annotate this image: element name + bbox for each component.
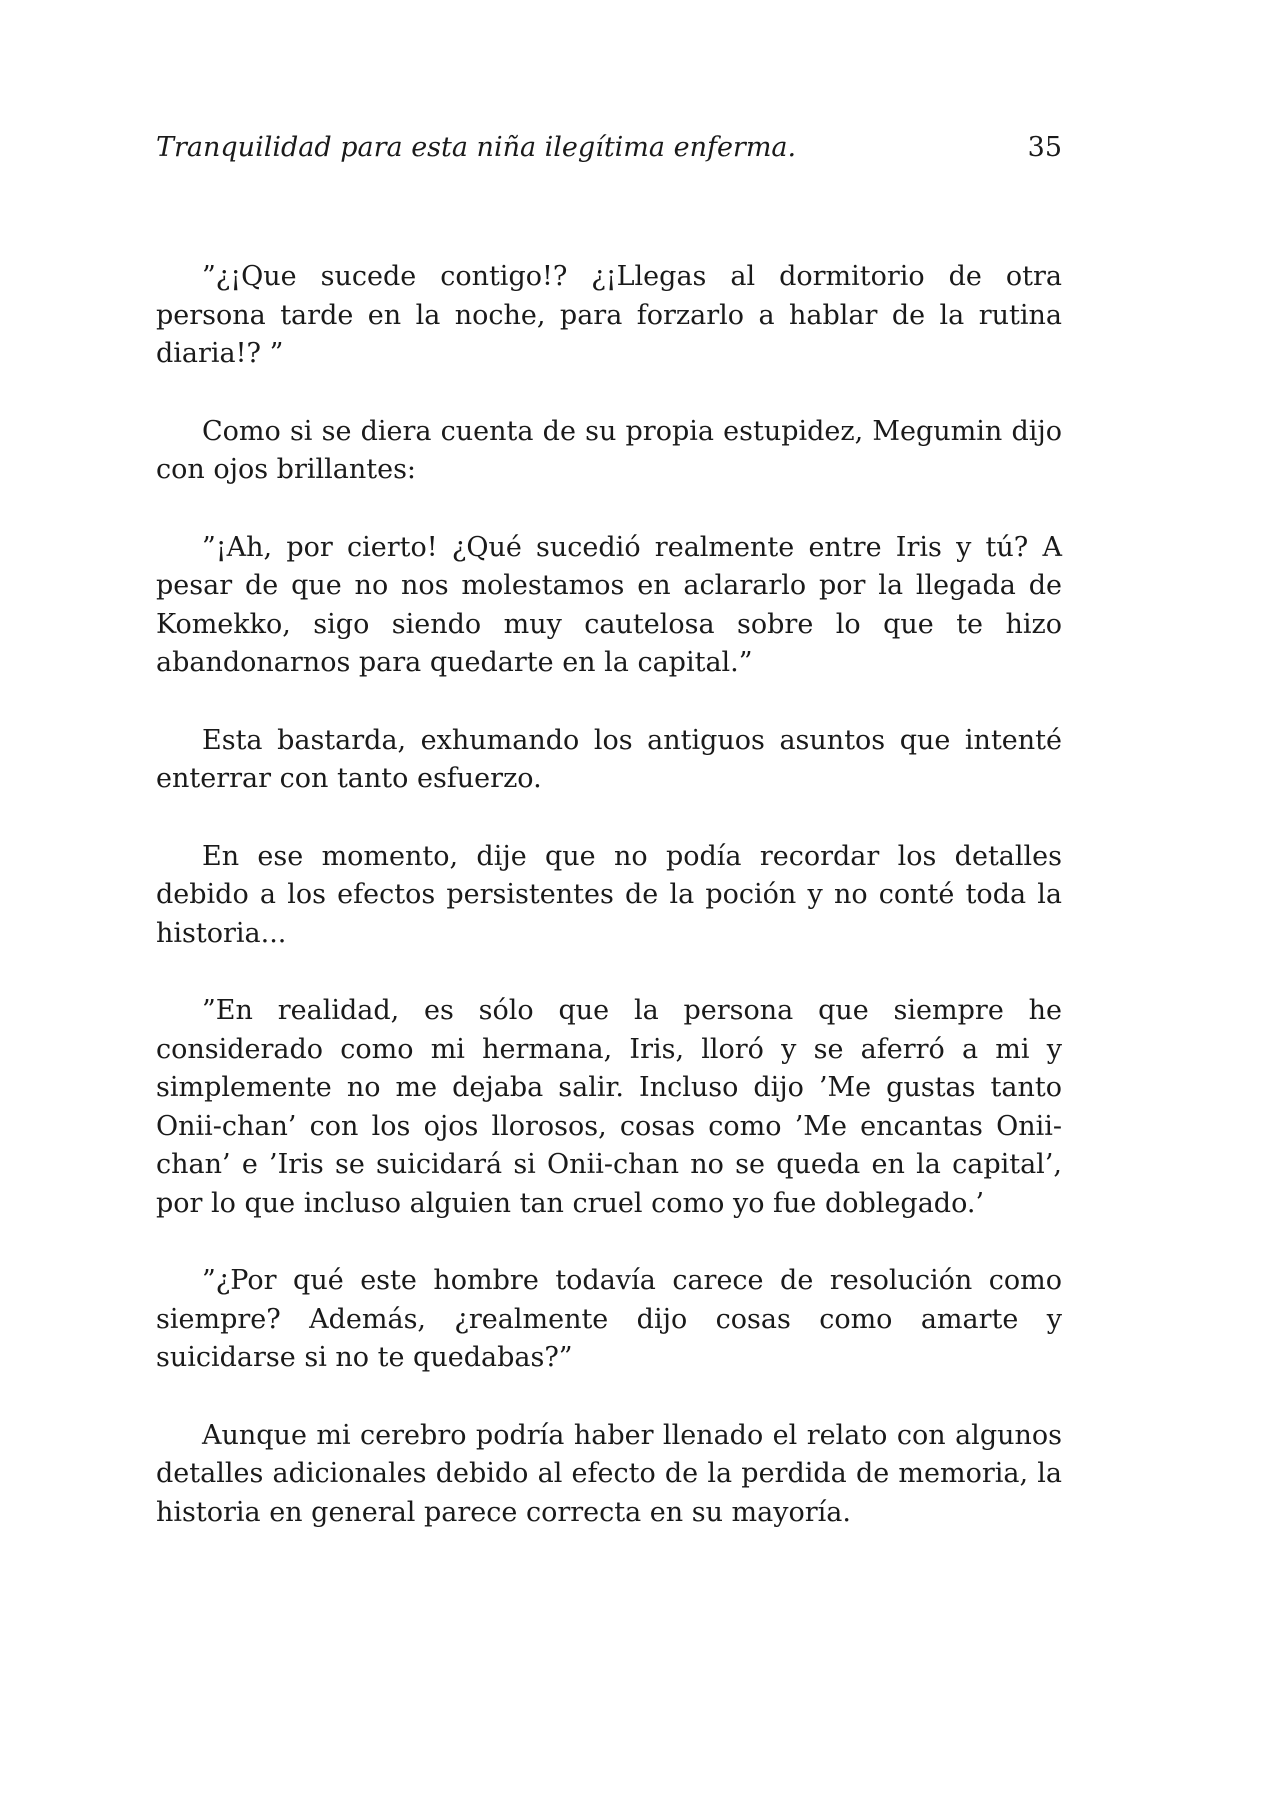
page-number: 35	[1027, 132, 1062, 163]
paragraph-5: En ese momento, dije que no podía recordar los detalles debido a los efectos persistentes de la poción y no conté toda la historia...	[156, 840, 1062, 949]
running-header	[156, 132, 1062, 172]
paragraph-2: Como si se diera cuenta de su propia estupidez, Megumin dijo con ojos brillantes:	[156, 415, 1062, 485]
paragraph-1: ”¿¡Que sucede contigo!? ¿¡Llegas al dormitorio de otra persona tarde en la noche, para forzarlo a hablar de la rutina diaria!? ”	[156, 261, 1062, 369]
paragraph-6: ”En realidad, es sólo que la persona que siempre he considerado como mi hermana, Iris, lloró y se aferró a mi y simplemente no me dejaba salir. Incluso dijo ’Me gustas tanto Onii-chan’ con los ojos llorosos, cosas como ’Me encantas Onii-chan’ e ’Iris se suicidará si Onii-chan no se queda en la capital’, por lo que incluso alguien tan cruel como yo fue doblegado.’	[156, 995, 1062, 1219]
paragraph-4: Esta bastarda, exhumando los antiguos asuntos que intenté enterrar con tanto esfuerzo.	[156, 724, 1062, 794]
paragraph-8: Aunque mi cerebro podría haber llenado el relato con algunos detalles adicionales debido al efecto de la perdida de memoria, la historia en general parece correcta en su mayoría.	[156, 1419, 1062, 1528]
paragraph-3: ”¡Ah, por cierto! ¿Qué sucedió realmente entre Iris y tú? A pesar de que no nos molestamos en aclararlo por la llegada de Komekko, sigo siendo muy cautelosa sobre lo que te hizo abandonarnos para quedarte en la capital.”	[156, 531, 1062, 678]
running-title: Tranquilidad para esta niña ilegítima enferma.	[156, 132, 797, 163]
paragraph-7: ”¿Por qué este hombre todavía carece de resolución como siempre? Además, ¿realmente dijo cosas como amarte y suicidarse si no te quedabas?”	[156, 1265, 1062, 1373]
body-text	[156, 258, 1062, 1571]
